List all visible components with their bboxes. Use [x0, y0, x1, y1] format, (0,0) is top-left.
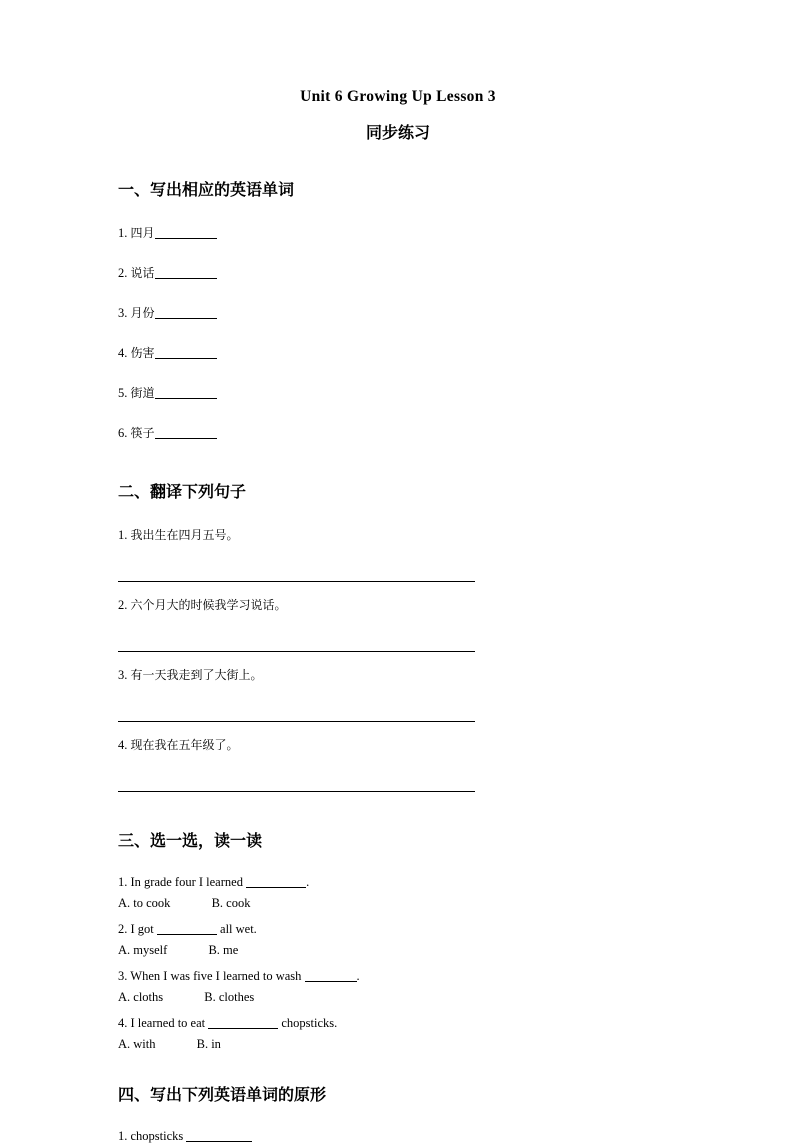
option-a[interactable]: A. cloths: [118, 990, 164, 1004]
item-number: 3.: [118, 668, 128, 682]
document-body: [118, 88, 678, 1144]
option-b[interactable]: B. clothes: [204, 990, 255, 1004]
item-text: 伤害: [130, 346, 155, 360]
answer-blank[interactable]: [305, 981, 357, 982]
answer-blank[interactable]: [155, 278, 217, 279]
item-number: 2.: [118, 266, 128, 280]
question-text: In grade four I learned: [130, 875, 243, 889]
word-item: [118, 264, 678, 281]
choice-question: [118, 969, 678, 984]
translation-item: [118, 736, 678, 753]
option-b[interactable]: B. cook: [211, 896, 251, 910]
choice-options: [118, 943, 678, 958]
section-4-heading: 四、写出下列英语单词的原形: [118, 1085, 327, 1104]
answer-line[interactable]: [118, 619, 475, 652]
option-a[interactable]: A. with: [118, 1037, 156, 1051]
item-number: 2.: [118, 922, 128, 936]
section-2-heading: 二、翻译下列句子: [118, 482, 247, 501]
item-number: 1.: [118, 1129, 128, 1143]
choice-question: [118, 922, 678, 937]
item-text: 有一天我走到了大街上。: [130, 668, 263, 682]
answer-blank[interactable]: [155, 398, 217, 399]
question-suffix: .: [356, 969, 360, 983]
choice-question: [118, 875, 678, 890]
translation-item: [118, 596, 678, 613]
answer-blank[interactable]: [157, 934, 217, 935]
item-text: 现在我在五年级了。: [130, 738, 239, 752]
choice-options: [118, 990, 678, 1005]
item-number: 2.: [118, 598, 128, 612]
question-text: When I was five I learned to wash: [130, 969, 302, 983]
document-subtitle: 同步练习: [365, 123, 430, 142]
option-a[interactable]: A. myself: [118, 943, 168, 957]
question-suffix: all wet.: [220, 922, 257, 936]
item-number: 6.: [118, 426, 128, 440]
answer-blank[interactable]: [155, 318, 217, 319]
translation-item: [118, 666, 678, 683]
answer-line[interactable]: [118, 689, 475, 722]
word-item: [118, 344, 678, 361]
question-suffix: .: [306, 875, 310, 889]
answer-blank[interactable]: [155, 438, 217, 439]
question-text: I got: [130, 922, 154, 936]
answer-blank[interactable]: [155, 358, 217, 359]
answer-blank[interactable]: [208, 1028, 278, 1029]
item-text: 月份: [130, 306, 155, 320]
item-text: chopsticks: [130, 1129, 184, 1143]
word-item: [118, 384, 678, 401]
item-number: 1.: [118, 226, 128, 240]
item-text: 筷子: [130, 426, 155, 440]
word-item: [118, 224, 678, 241]
document-title: Unit 6 Growing Up Lesson 3: [300, 88, 496, 105]
item-text: 街道: [130, 386, 155, 400]
word-item: [118, 304, 678, 321]
item-number: 1.: [118, 875, 128, 889]
answer-blank[interactable]: [155, 238, 217, 239]
option-b[interactable]: B. in: [196, 1037, 221, 1051]
answer-line[interactable]: [118, 549, 475, 582]
choice-options: [118, 896, 678, 911]
item-number: 5.: [118, 386, 128, 400]
item-number: 3.: [118, 969, 128, 983]
section-1-heading: 一、写出相应的英语单词: [118, 180, 295, 199]
question-suffix: chopsticks.: [281, 1016, 338, 1030]
item-number: 3.: [118, 306, 128, 320]
section-3-heading: 三、选一选，读一读: [118, 831, 263, 850]
option-a[interactable]: A. to cook: [118, 896, 171, 910]
original-form-item: [118, 1129, 678, 1144]
item-number: 4.: [118, 346, 128, 360]
translation-item: [118, 526, 678, 543]
answer-blank[interactable]: [246, 887, 306, 888]
answer-blank[interactable]: [186, 1141, 252, 1142]
word-item: [118, 424, 678, 441]
choice-options: [118, 1037, 678, 1052]
item-text: 说话: [130, 266, 155, 280]
item-text: 六个月大的时候我学习说话。: [130, 598, 287, 612]
choice-question: [118, 1016, 678, 1031]
item-text: 四月: [130, 226, 155, 240]
item-number: 4.: [118, 738, 128, 752]
option-b[interactable]: B. me: [208, 943, 239, 957]
item-text: 我出生在四月五号。: [130, 528, 239, 542]
answer-line[interactable]: [118, 759, 475, 792]
question-text: I learned to eat: [130, 1016, 206, 1030]
item-number: 4.: [118, 1016, 128, 1030]
item-number: 1.: [118, 528, 128, 542]
